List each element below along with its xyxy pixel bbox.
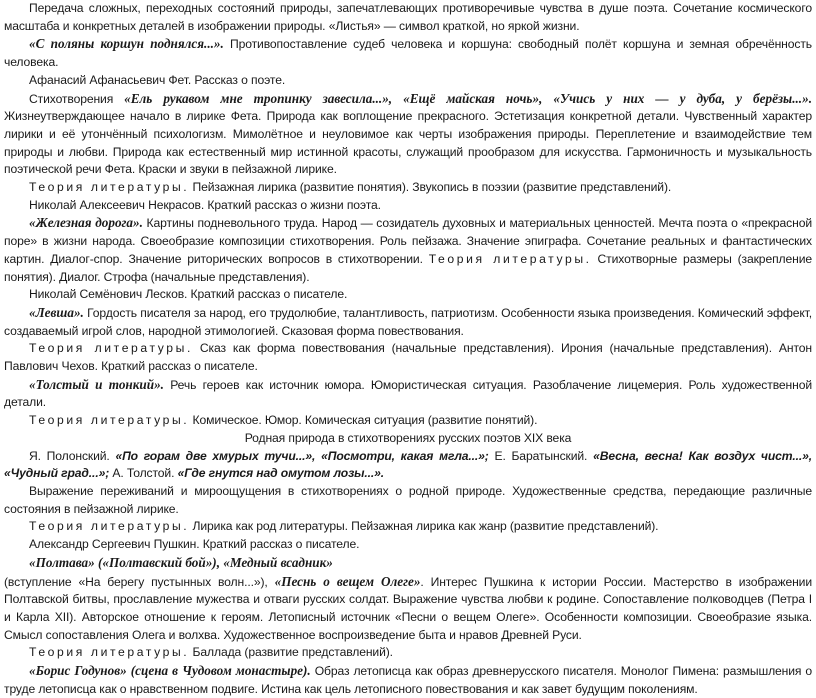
paragraph-text: А. Толстой. — [109, 466, 178, 481]
paragraph-text: Баллада (развитие представлений). — [189, 645, 393, 660]
paragraph-text: Родная природа в стихотворениях русских поэтов XIX века — [244, 430, 572, 445]
work-title: «Где гнутся над омутом лозы...». — [177, 466, 385, 481]
paragraph-text: (вступление «На берегу пустынных волн...»), — [4, 574, 275, 589]
paragraph — [4, 90, 812, 180]
paragraph — [4, 644, 812, 662]
paragraph — [4, 72, 812, 90]
work-title: «Борис Годунов» (сцена в Чудовом монастыре). — [29, 663, 311, 679]
paragraph-text: Лирика как род литературы. Пейзажная лирика как жанр (развитие представлений). — [189, 519, 659, 534]
paragraph-text: Комическое. Юмор. Комическая ситуация (развитие понятий). — [189, 413, 538, 428]
paragraph — [4, 448, 812, 483]
paragraph — [4, 179, 812, 197]
work-title: «Левша». — [29, 304, 84, 320]
paragraph — [4, 197, 812, 215]
paragraph-text: Речь героев как источник юмора. Юмористическая ситуация. Разоблачение лицемерия. Роль художественной детали. — [4, 377, 812, 410]
work-title: «С поляны коршун поднялся...». — [29, 36, 224, 52]
theory-label: Теория литературы. — [29, 645, 190, 660]
work-title: «Толстый и тонкий». — [29, 376, 164, 392]
paragraph-text: Картины подневольного труда. Народ — созидатель духовных и материальных ценностей. Мечта поэта о «прекрасной поре» в жизни народа. Своеобразие композиции стихотворения. Роль пейзажа. Значение эпиграфа. Сочетание реальных и фантастических картин. Диалог-спор. Значение риторических вопросов в стихотворении. — [4, 216, 812, 266]
work-title: «Железная дорога». — [29, 215, 143, 231]
paragraph — [4, 430, 812, 448]
paragraph-text: Николай Семёнович Лесков. Краткий рассказ о писателе. — [29, 287, 348, 302]
paragraph-text: Я. Полонский. — [29, 448, 116, 463]
paragraph — [4, 376, 812, 412]
paragraph-text: Александр Сергеевич Пушкин. Краткий рассказ о писателе. — [29, 537, 360, 552]
theory-label: Теория литературы. — [29, 519, 190, 534]
work-title: «Песнь о вещем Олеге» — [274, 573, 421, 589]
paragraph-text: Николай Алексеевич Некрасов. Краткий рассказ о жизни поэта. — [29, 197, 381, 212]
paragraph-text: Пейзажная лирика (развитие понятия). Звукопись в поэзии (развитие представлений). — [189, 180, 672, 195]
paragraph-text: Афанасий Афанасьевич Фет. Рассказ о поэте. — [29, 72, 286, 87]
paragraph-text: Передача сложных, переходных состояний природы, запечатлевающих противоречивые чувства в душе поэта. Сочетание космического масштаба и конкретных деталей в изображении природы. «Листья» — символ краткой, но яркой жизни. — [4, 1, 812, 33]
paragraph — [4, 412, 812, 430]
paragraph-text: Стихотворные размеры (закрепление понятия). Диалог. Строфа (начальные представления). — [4, 251, 813, 284]
document-body — [4, 0, 812, 698]
paragraph-text: Выражение переживаний и мироощущения в стихотворениях о родной природе. Художественные средства, передающие различные состояния в пейзажной лирике. — [4, 483, 812, 516]
paragraph — [4, 214, 812, 286]
paragraph — [4, 483, 812, 518]
paragraph — [4, 554, 812, 573]
work-title: «По горам две хмурых тучи...», «Посмотри, какая мгла...»; — [115, 448, 489, 463]
theory-label: Теория литературы. — [29, 413, 190, 428]
paragraph-text: Гордость писателя за народ, его трудолюбие, талантливость, патриотизм. Особенности языка произведения. Комический эффект, создаваемый игрой слов, народной этимологией. Сказовая форма повествования. — [4, 305, 812, 338]
theory-label: Теория литературы. — [428, 251, 592, 266]
paragraph — [4, 286, 812, 304]
work-title: «Ель рукавом мне тропинку завесила...», «Ещё майская ночь», «Учись у них — у дуба, у берёзы...». — [124, 90, 812, 106]
paragraph — [4, 518, 812, 536]
work-title: «Полтава» («Полтавский бой»), «Медный всадник» — [29, 554, 333, 570]
paragraph-text: Стихотворения — [29, 91, 125, 106]
paragraph — [4, 573, 812, 645]
paragraph-text: Жизнеутверждающее начало в лирике Фета. Природа как воплощение прекрасного. Эстетизация конкретной детали. Чувственный характер лирики и её утончённый психологизм. Мимолётное и неуловимое как черты изображения природы. Переплетение и взаимодействие тем природы и любви. Природа как естественный мир истинной красоты, служащий прообразом для искусства. Гармоничность и музыкальность поэтической речи Фета. Краски и звуки в пейзажной лирике. — [4, 109, 812, 177]
paragraph — [4, 35, 812, 71]
paragraph-text: Образ летописца как образ древнерусского писателя. Монолог Пимена: размышления о труде летописца как о нравственном подвиге. Истина как цель летописного повествования и как завет будущим поколениям. — [4, 664, 812, 696]
paragraph-text: . Интерес Пушкина к истории России. Мастерство в изображении Полтавской битвы, прославление мужества и отваги русских солдат. Выражение чувства любви к родине. Сопоставление полководцев (Петра I и Карла XII). Авторское отношение к героям. Летописный источник «Песни о вещем Олеге». Особенности композиции. Своеобразие языка. Смысл сопоставления Олега и волхва. Художественное воспроизведение быта и нравов Древней Руси. — [4, 574, 812, 642]
paragraph-text: Противопоставление судеб человека и коршуна: свободный полёт коршуна и земная обречённость человека. — [4, 37, 812, 70]
paragraph — [4, 0, 812, 35]
paragraph — [4, 536, 812, 554]
paragraph — [4, 340, 812, 375]
paragraph — [4, 662, 812, 698]
theory-label: Теория литературы. — [29, 180, 190, 195]
paragraph-text: Е. Баратынский. — [488, 448, 594, 463]
paragraph-text: Сказ как форма повествования (начальные представления). Ирония (начальные представления). Антон Павлович Чехов. Краткий рассказ о писателе. — [4, 341, 813, 374]
work-title: «Весна, весна! Как воздух чист...», «Чудный град...»; — [4, 448, 812, 481]
theory-label: Теория литературы. — [29, 341, 193, 356]
paragraph — [4, 304, 812, 340]
